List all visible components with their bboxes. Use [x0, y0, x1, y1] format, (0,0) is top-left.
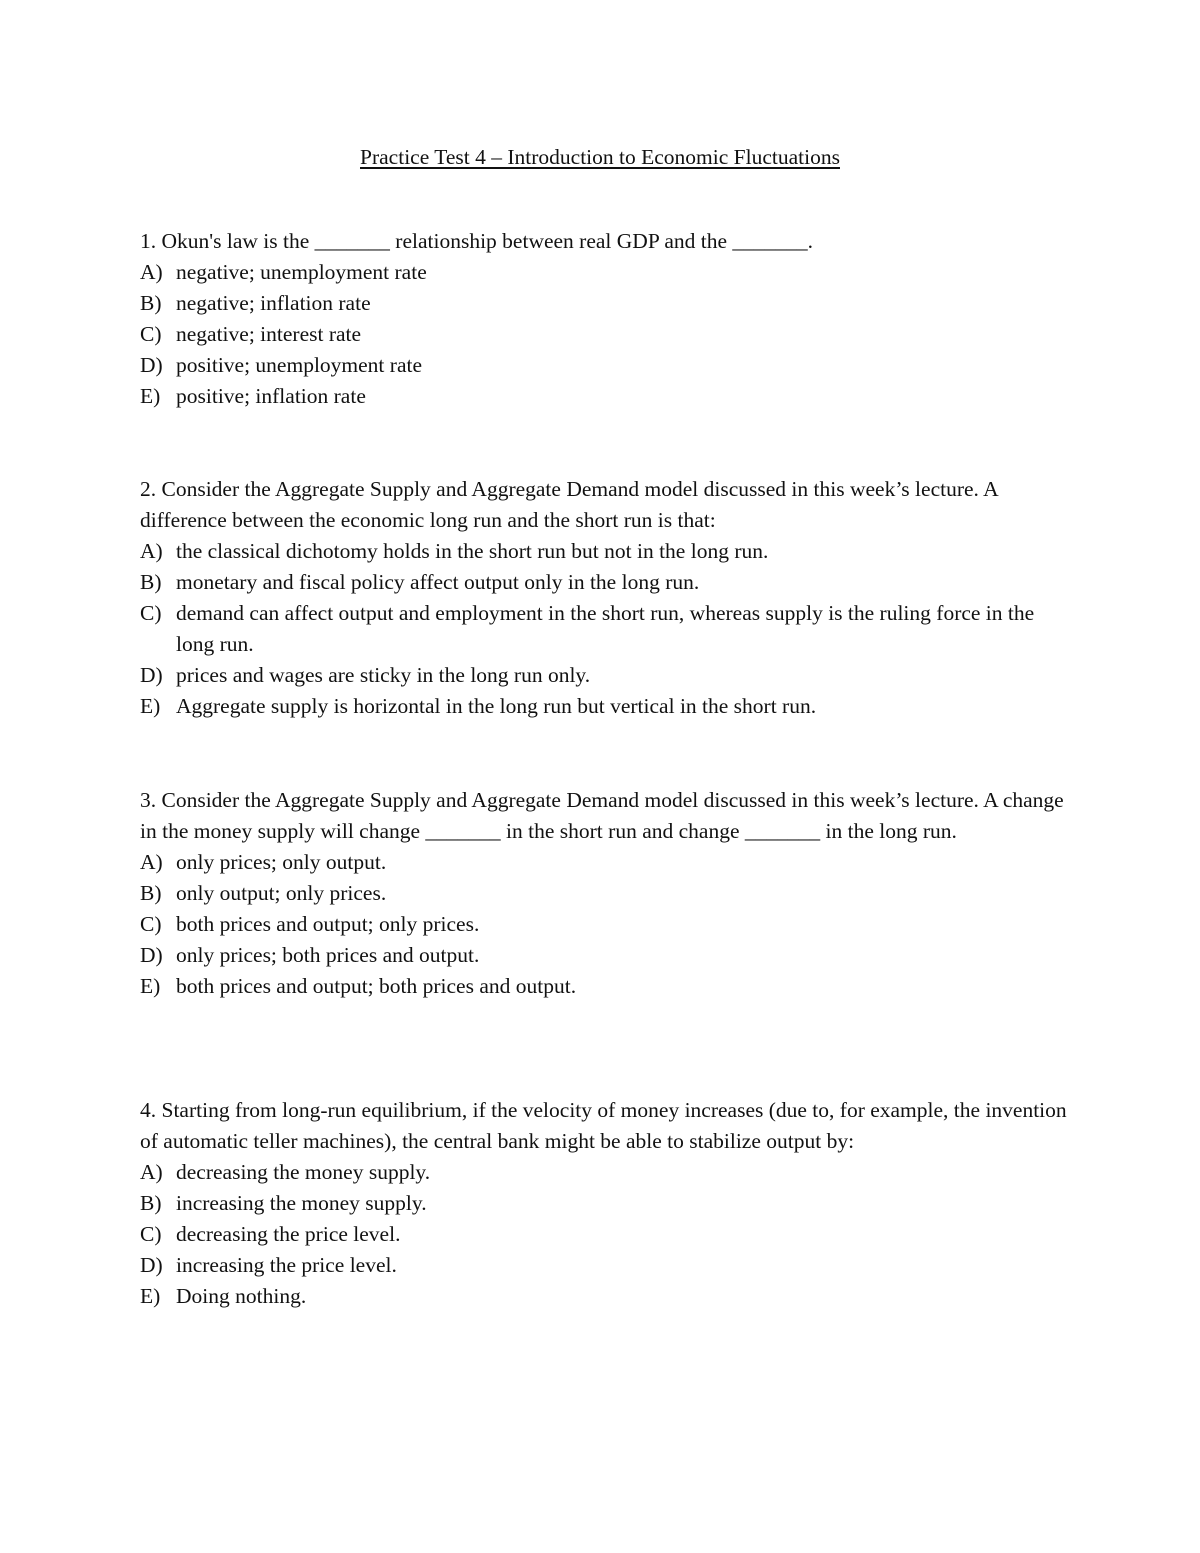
option-a — [140, 847, 1070, 878]
option-list — [140, 257, 1070, 412]
option-text: positive; inflation rate — [176, 384, 366, 408]
option-letter: B) — [140, 1191, 162, 1215]
option-b — [140, 1188, 1070, 1219]
option-text: increasing the money supply. — [176, 1191, 427, 1215]
option-text: only prices; only output. — [176, 850, 387, 874]
document-title — [0, 143, 1200, 171]
option-list — [140, 536, 1070, 722]
option-text: both prices and output; only prices. — [176, 912, 480, 936]
question-4 — [140, 1095, 1070, 1312]
option-c — [140, 319, 1070, 350]
option-e — [140, 971, 1070, 1002]
question-1 — [140, 226, 1070, 412]
option-letter: D) — [140, 1253, 163, 1277]
question-3 — [140, 785, 1070, 1002]
option-text: negative; interest rate — [176, 322, 362, 346]
option-list — [140, 1157, 1070, 1312]
option-c — [140, 909, 1070, 940]
option-b — [140, 288, 1070, 319]
option-letter: B) — [140, 291, 162, 315]
option-text: only output; only prices. — [176, 881, 387, 905]
document-title-text: Practice Test 4 – Introduction to Economic Fluctuations — [360, 145, 840, 169]
option-letter: D) — [140, 663, 163, 687]
option-c — [140, 598, 1070, 660]
option-d — [140, 660, 1070, 691]
option-text: demand can affect output and employment in the short run, whereas supply is the ruling force in the long run. — [176, 601, 1035, 656]
option-letter: C) — [140, 912, 162, 936]
option-text: increasing the price level. — [176, 1253, 397, 1277]
option-a — [140, 257, 1070, 288]
option-letter: C) — [140, 322, 162, 346]
option-letter: A) — [140, 850, 163, 874]
option-text: both prices and output; both prices and output. — [176, 974, 577, 998]
option-letter: B) — [140, 881, 162, 905]
option-letter: E) — [140, 694, 161, 718]
question-stem: 1. Okun's law is the _______ relationship between real GDP and the _______. — [140, 229, 814, 253]
option-a — [140, 1157, 1070, 1188]
option-letter: E) — [140, 1284, 161, 1308]
question-2 — [140, 474, 1070, 722]
option-list — [140, 847, 1070, 1002]
option-d — [140, 350, 1070, 381]
option-letter: E) — [140, 384, 161, 408]
option-text: negative; unemployment rate — [176, 260, 427, 284]
option-letter: C) — [140, 601, 162, 625]
question-stem: 2. Consider the Aggregate Supply and Aggregate Demand model discussed in this week’s lecture. A difference between the economic long run and the short run is that: — [140, 477, 998, 532]
option-letter: A) — [140, 1160, 163, 1184]
option-text: only prices; both prices and output. — [176, 943, 480, 967]
option-letter: D) — [140, 353, 163, 377]
option-text: Doing nothing. — [176, 1284, 307, 1308]
option-c — [140, 1219, 1070, 1250]
option-text: monetary and fiscal policy affect output only in the long run. — [176, 570, 700, 594]
option-e — [140, 1281, 1070, 1312]
option-letter: C) — [140, 1222, 162, 1246]
question-stem: 4. Starting from long-run equilibrium, if the velocity of money increases (due to, for example, the invention of automatic teller machines), the central bank might be able to stabilize output by: — [140, 1098, 1067, 1153]
option-e — [140, 691, 1070, 722]
option-text: Aggregate supply is horizontal in the long run but vertical in the short run. — [176, 694, 817, 718]
option-b — [140, 567, 1070, 598]
option-d — [140, 1250, 1070, 1281]
option-text: decreasing the money supply. — [176, 1160, 431, 1184]
option-text: decreasing the price level. — [176, 1222, 401, 1246]
option-letter: A) — [140, 539, 163, 563]
option-text: negative; inflation rate — [176, 291, 371, 315]
option-text: positive; unemployment rate — [176, 353, 423, 377]
question-stem: 3. Consider the Aggregate Supply and Aggregate Demand model discussed in this week’s lecture. A change in the money supply will change _______ in the short run and change _______ in the long run. — [140, 788, 1064, 843]
option-text: the classical dichotomy holds in the short run but not in the long run. — [176, 539, 769, 563]
option-letter: E) — [140, 974, 161, 998]
option-letter: B) — [140, 570, 162, 594]
option-text: prices and wages are sticky in the long run only. — [176, 663, 591, 687]
option-letter: D) — [140, 943, 163, 967]
option-e — [140, 381, 1070, 412]
option-b — [140, 878, 1070, 909]
option-a — [140, 536, 1070, 567]
option-d — [140, 940, 1070, 971]
option-letter: A) — [140, 260, 163, 284]
